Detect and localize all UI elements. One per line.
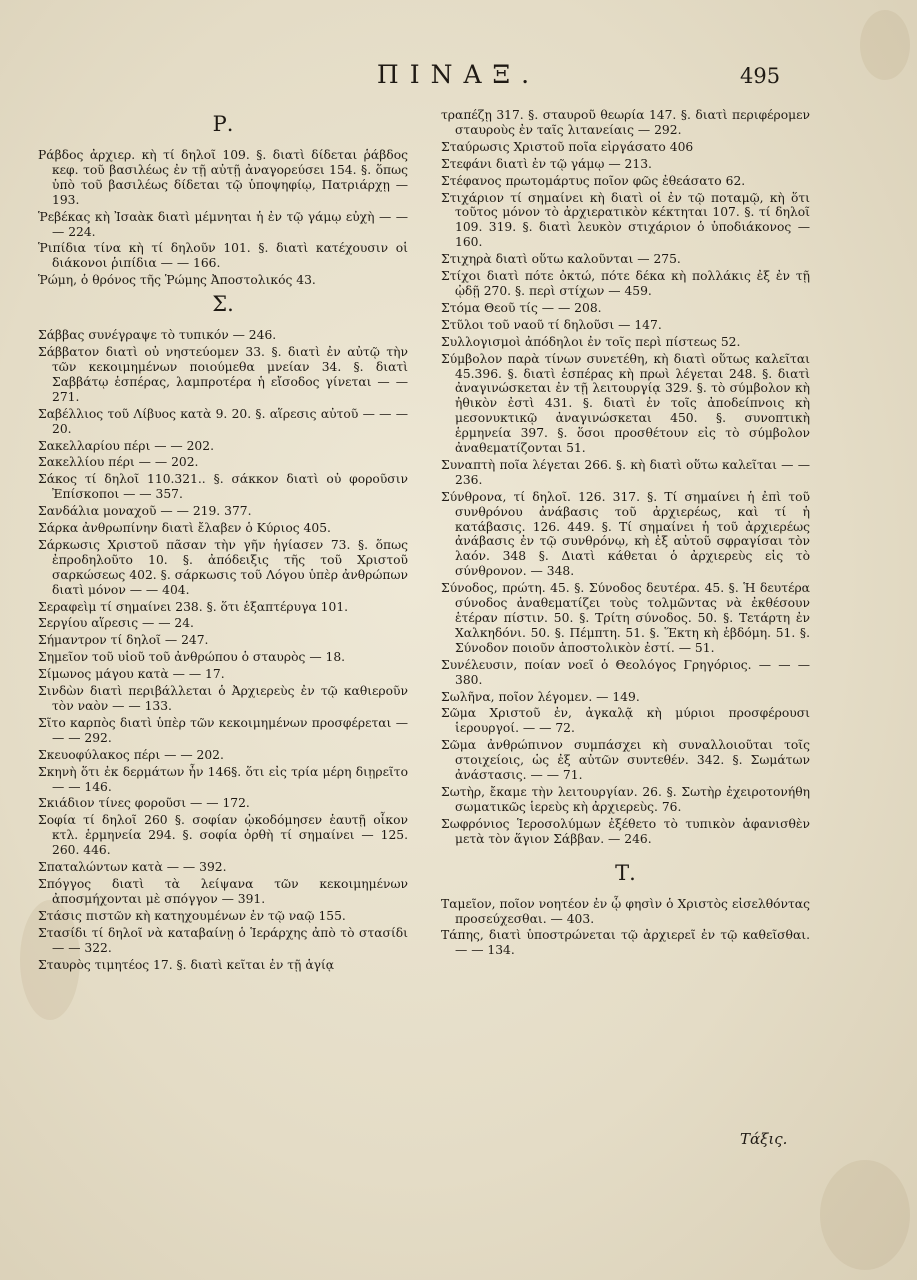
index-entry: Στάσις πιστῶν κὴ κατηχουμένων ἐν τῷ ναῷ 155.	[38, 908, 346, 923]
index-entry: Σῶμα Χριστοῦ ἐν, ἀγκαλᾷ κὴ μύριοι προσφέρουσι ἱερουργοί. — — 72.	[441, 706, 810, 736]
index-entry: Σταυρὸς τιμητέος 17. §. διατὶ κεῖται ἐν τῇ ἁγίᾳ	[38, 957, 335, 972]
index-entry: Σκευοφύλακος πέρι — — 202.	[38, 747, 224, 762]
index-entry: Σάρκωσις Χριστοῦ πᾶσαν τὴν γῆν ἡγίασεν 73. §. ὅπως ἐπροδηλοῦτο 10. §. ἀπόδειξις τῆς τοῦ Χριστοῦ σαρκώσεως 402. §. σάρκωσις τοῦ Λόγου ὑπὲρ ἀνθρώπων διατὶ μόνον — — 404.	[38, 537, 408, 597]
index-entry: Σπαταλώντων κατὰ — — 392.	[38, 860, 227, 875]
index-entry: τραπέζῃ 317. §. σταυροῦ θεωρία 147. §. διατὶ περιφέρομεν σταυροὺς ἐν ταῖς λιτανείαις — 292.	[441, 108, 810, 137]
index-entry: Σάρκα ἀνθρωπίνην διατὶ ἔλαβεν ὁ Κύριος 405.	[38, 521, 331, 536]
index-entry: Σεργίου αἵρεσις — — 24.	[38, 616, 194, 631]
index-entry: Στασίδι τί δηλοῖ νὰ καταβαίνῃ ὁ Ἱεράρχης ἀπὸ τὸ στασίδι — — 322.	[38, 925, 408, 955]
index-entry: Σύνθρονα, τί δηλοῖ. 126. 317. §. Τί σημαίνει ἡ ἐπὶ τοῦ συνθρόνου ἀνάβασις τοῦ ἀρχιερέως, καὶ τί ἡ κατάβασις. 126. 449. §. Τί σημαίνει ἡ τοῦ ἀρχιερέως ἀνάβασις ἐν τῷ συνθρόνῳ, κὴ ἐξ αὐτοῦ σφραγίσαι τὸν λαόν. 348 §. Διατὶ κάθεται ὁ ἀρχιερεὺς εἰς τὸ σύνθρονον. — 348.	[441, 489, 810, 579]
index-entries	[38, 148, 408, 288]
index-entry: Σκιάδιον τίνες φοροῦσι — — 172.	[38, 796, 250, 811]
index-entry: Σῶμα ἀνθρώπινον συμπάσχει κὴ συναλλοιοῦται τοῖς στοιχείοις, ὡς ἐξ αὐτῶν συντεθέν. 342. §. Σωμάτων ἀνάστασις. — — 71.	[441, 738, 810, 783]
index-entry: Σύμβολον παρὰ τίνων συνετέθη, κὴ διατὶ οὕτως καλεῖται 45.396. §. διατὶ ἑσπέρας κὴ πρωὶ λέγεται 248. §. διατὶ ἀναγινώσκεται ἐν τῇ λειτουργίᾳ 329. §. τὸ σύμβολον κὴ ἠθικὸν ἐστὶ 431. §. διατὶ ἐν τοῖς ἀποδείπνοις κὴ μεσονυκτικῷ ἀναγινώσκεται 450. §. συνοπτικὴ ἑρμηνεία 397. §. ὅσοι προσθέτουν εἰς τὸ σύμβολον ἀναθεματίζονται 51.	[441, 351, 810, 456]
index-entry: Σοφία τί δηλοῖ 260 §. σοφίαν ᾠκοδόμησεν ἑαυτῇ οἶκον κτλ. ἑρμηνεία 294. §. σοφία ὀρθὴ τί σημαίνει — 125. 260. 446.	[38, 813, 408, 858]
catchword: Τάξις.	[740, 1130, 788, 1148]
index-entry: Σακελλίου πέρι — — 202.	[38, 455, 199, 470]
index-entry: Σημεῖον τοῦ υἱοῦ τοῦ ἀνθρώπου ὁ σταυρὸς — 18.	[38, 650, 346, 665]
index-entry: Σινδὼν διατὶ περιβάλλεται ὁ Ἀρχιερεὺς ἐν τῷ καθιεροῦν τὸν ναὸν — — 133.	[38, 684, 408, 713]
section-letter: Τ.	[615, 860, 636, 885]
index-entry: Σάββας συνέγραψε τὸ τυπικόν — 246.	[38, 328, 277, 343]
index-entry: Σκηνὴ ὅτι ἐκ δερμάτων ἦν 146§. ὅτι εἰς τρία μέρη διῃρεῖτο — — 146.	[38, 764, 408, 794]
index-entry: Ταμεῖον, ποῖον νοητέον ἐν ᾧ φησὶν ὁ Χριστὸς εἰσελθόντας προσεύχεσθαι. — 403.	[441, 896, 810, 926]
index-entry: Συνέλευσιν, ποίαν νοεῖ ὁ Θεολόγος Γρηγόριος. — — — 380.	[441, 657, 810, 687]
index-entry: Σάκος τί δηλοῖ 110.321.. §. σάκκον διατὶ οὐ φοροῦσιν Ἐπίσκοποι — — 357.	[38, 472, 408, 502]
index-entry: Στιχάριον τί σημαίνει κὴ διατὶ οἱ ἐν τῷ ποταμῷ, κὴ ὅτι τοῦτος μόνον τὸ ἀρχιερατικὸν κέκτηται 107. §. τί δηλοῖ 109. 319. §. διατὶ λευκὸν στιχάριον ὁ ὑποδιάκονος — 160.	[441, 190, 810, 250]
index-entry: Σπόγγος διατὶ τὰ λείψανα τῶν κεκοιμημένων ἀποσμήχονται μὲ σπόγγον — 391.	[38, 876, 408, 906]
index-column-left	[38, 108, 408, 974]
paper-stain	[820, 1160, 910, 1270]
index-entry: Συλλογισμοὶ ἀπόδηλοι ἐν τοῖς περὶ πίστεως 52.	[441, 334, 741, 349]
index-entry: Ῥώμη, ὁ θρόνος τῆς Ῥώμης Ἀποστολικός 43.	[38, 273, 316, 288]
index-column-right	[441, 108, 810, 960]
index-entry: Σακελλαρίου πέρι — — 202.	[38, 438, 214, 453]
index-entry: Ράβδος ἀρχιερ. κὴ τί δηλοῖ 109. §. διατὶ δίδεται ῥάβδος κεφ. τοῦ βασιλέως ἐν τῇ αὐτῇ ἀναγορεύσει 154. §. ὅπως ὑπὸ τοῦ βασιλέως δίδεται τῷ ὑποψηφίῳ, Πατριάρχῃ — 193.	[38, 148, 408, 207]
page-number: 495	[740, 64, 781, 88]
index-entry: Ῥεβέκας κὴ Ἰσαὰκ διατὶ μέμνηται ἡ ἐν τῷ γάμῳ εὐχὴ — — — 224.	[38, 209, 408, 239]
index-entry: Στέφανος πρωτομάρτυς ποῖον φῶς ἐθεάσατο 62.	[441, 173, 746, 188]
index-entry: Στόμα Θεοῦ τίς — — 208.	[441, 300, 602, 315]
index-entry: Σωλῆνα, ποῖον λέγομεν. — 149.	[441, 689, 640, 704]
index-entry: Τάπης, διατὶ ὑποστρώνεται τῷ ἀρχιερεῖ ἐν τῷ καθεῖσθαι. — — 134.	[441, 928, 810, 958]
index-entry: Σαβέλλιος τοῦ Λίβυος κατὰ 9. 20. §. αἵρεσις αὐτοῦ — — — 20.	[38, 406, 408, 436]
index-entry: Σίμωνος μάγου κατὰ — — 17.	[38, 667, 225, 682]
index-entries	[441, 108, 810, 847]
index-entry: Σεραφεὶμ τί σημαίνει 238. §. ὅτι ἑξαπτέρυγα 101.	[38, 599, 349, 614]
index-entries	[38, 328, 408, 972]
index-entry: Στεφάνι διατὶ ἐν τῷ γάμῳ — 213.	[441, 156, 652, 171]
index-entry: Σωτὴρ, ἔκαμε τὴν λειτουργίαν. 26. §. Σωτὴρ ἐχειροτονήθη σωματικῶς ἱερεὺς κὴ ἀρχιερεὺς. 76.	[441, 784, 810, 814]
index-entry: Σωφρόνιος Ἱεροσολύμων ἐξέθετο τὸ τυπικὸν ἀφανισθὲν μετὰ τὸν ἅγιον Σάββαν. — 246.	[441, 816, 810, 846]
index-entry: Σανδάλια μοναχοῦ — — 219. 377.	[38, 504, 252, 519]
section-letter: Ρ.	[212, 112, 234, 136]
index-entries	[441, 897, 810, 959]
index-entry: Σήμαντρον τί δηλοῖ — 247.	[38, 633, 209, 648]
index-entry: Σάββατον διατὶ οὐ νηστεύομεν 33. §. διατὶ ἐν αὐτῷ τὴν τῶν κεκοιμημένων ποιούμεθα μνείαν 34. §. διατὶ Σαββάτῳ ἑσπέρας, λαμπροτέρα ἡ εἴσοδος γίνεται — — 271.	[38, 345, 408, 404]
index-entry: Στίχοι διατὶ πότε ὀκτώ, πότε δέκα κὴ πολλάκις ἐξ ἐν τῇ ᾠδῇ 270. §. περὶ στίχων — 459.	[441, 269, 810, 298]
index-entry: Στιχηρὰ διατὶ οὕτω καλοῦνται — 275.	[441, 252, 681, 267]
index-entry: Ῥιπίδια τίνα κὴ τί δηλοῦν 101. §. διατὶ κατέχουσιν οἱ διάκονοι ῥιπίδια — — 166.	[38, 241, 408, 271]
index-entry: Στῦλοι τοῦ ναοῦ τί δηλοῦσι — 147.	[441, 317, 662, 332]
section-letter: Σ.	[212, 292, 234, 317]
index-entry: Σύνοδος, πρώτη. 45. §. Σύνοδος δευτέρα. 45. §. Ἡ δευτέρα σύνοδος ἀναθεματίζει τοὺς τολμῶντας νὰ ἐκθέσουν ἑτέραν πίστιν. 50. §. Τρίτη σύνοδος. 50. §. Τετάρτη ἐν Χαλκηδόνι. 50. §. Πέμπτη. 51. §. Ἕκτη κὴ ἑβδόμη. 51. §. Σύνοδον ποιοῦν ἀποστολικὸν ἐστί. — 51.	[441, 581, 810, 655]
index-entry: Σταύρωσις Χριστοῦ ποῖα εἰργάσατο 406	[441, 139, 694, 154]
running-title: ΠΙΝΑΞ.	[376, 60, 541, 89]
index-entry: Συναπτὴ ποῖα λέγεται 266. §. κὴ διατὶ οὕτω καλεῖται — — 236.	[441, 457, 810, 487]
index-entry: Σῖτο καρπὸς διατὶ ὑπὲρ τῶν κεκοιμημένων προσφέρεται — — — 292.	[38, 715, 408, 745]
